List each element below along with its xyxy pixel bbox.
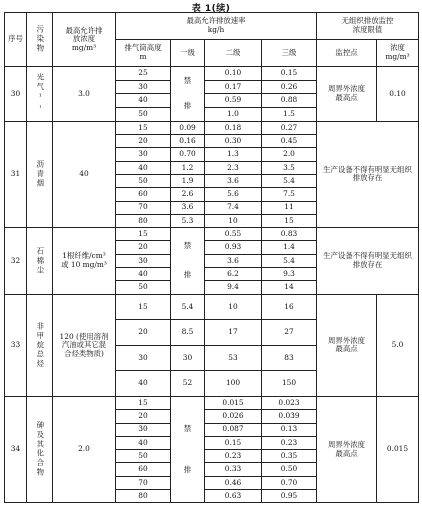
header-grade1: 一级 xyxy=(171,40,205,67)
header-stack-height: 排气筒高度 m xyxy=(116,40,171,67)
stack-height-cell: 40 xyxy=(116,371,171,397)
grade3-rate-cell: 0.50 xyxy=(262,463,317,476)
header-pollutant: 污染物 xyxy=(27,13,53,67)
grade1-rate-cell: 30 xyxy=(171,345,205,371)
stack-height-cell: 15 xyxy=(116,228,171,241)
grade1-rate-cell: 1.2 xyxy=(171,161,205,174)
grade2-rate-cell: 0.46 xyxy=(205,476,262,489)
stack-height-cell: 30 xyxy=(116,254,171,267)
header-monitor-point: 监控点 xyxy=(317,40,377,67)
grade2-rate-cell: 0.15 xyxy=(205,436,262,449)
stack-height-cell: 20 xyxy=(116,320,171,346)
stack-height-cell: 40 xyxy=(116,161,171,174)
forbid-char: 排 xyxy=(183,464,192,474)
stack-height-cell: 20 xyxy=(116,241,171,254)
stack-height-cell: 60 xyxy=(116,463,171,476)
grade3-rate-cell: 27 xyxy=(262,320,317,346)
max-concentration: 2.0 xyxy=(53,396,116,502)
pollutant-name: 非甲烷总烃 xyxy=(27,294,53,396)
grade3-rate-cell: 14 xyxy=(262,281,317,294)
grade2-rate-cell: 1.0 xyxy=(205,108,262,122)
grade2-rate-cell: 3.6 xyxy=(205,174,262,187)
grade1-rate-cell: 5.4 xyxy=(171,294,205,320)
stack-height-cell: 15 xyxy=(116,396,171,409)
grade3-rate-cell: 0.26 xyxy=(262,80,317,94)
grade3-rate-cell: 7.5 xyxy=(262,188,317,201)
table-row xyxy=(5,67,419,81)
grade2-rate-cell: 6.2 xyxy=(205,268,262,281)
table-row xyxy=(5,294,419,320)
stack-height-cell: 40 xyxy=(116,268,171,281)
emission-standards-table xyxy=(4,12,419,503)
grade1-rate-cell: 0.70 xyxy=(171,148,205,161)
grade2-rate-cell: 10 xyxy=(205,294,262,320)
forbid-char: 排 xyxy=(183,269,192,279)
stack-height-cell: 50 xyxy=(116,281,171,294)
forbidden-emission-cell xyxy=(171,396,205,502)
header-seq: 序号 xyxy=(5,13,27,67)
header-grade3: 三级 xyxy=(262,40,317,67)
grade3-rate-cell: 150 xyxy=(262,371,317,397)
grade3-rate-cell: 3.5 xyxy=(262,161,317,174)
grade3-rate-cell: 0.039 xyxy=(262,410,317,423)
monitor-point: 周界外浓度最高点 xyxy=(317,294,377,396)
grade2-rate-cell: 0.33 xyxy=(205,463,262,476)
grade3-rate-cell: 9.3 xyxy=(262,268,317,281)
monitor-point: 周界外浓度最高点 xyxy=(317,67,377,122)
stack-height-cell: 25 xyxy=(116,67,171,81)
grade1-rate-cell: 2.6 xyxy=(171,188,205,201)
grade3-rate-cell: 0.13 xyxy=(262,423,317,436)
grade3-rate-cell: 1.4 xyxy=(262,241,317,254)
grade3-rate-cell: 83 xyxy=(262,345,317,371)
grade2-rate-cell: 0.23 xyxy=(205,450,262,463)
header-unorganized: 无组织排放监控浓度限值 xyxy=(317,13,419,40)
row-number: 30 xyxy=(5,67,27,122)
header-grade2: 二级 xyxy=(205,40,262,67)
max-concentration: 3.0 xyxy=(53,67,116,122)
stack-height-cell: 50 xyxy=(116,450,171,463)
grade3-rate-cell: 0.23 xyxy=(262,436,317,449)
grade2-rate-cell: 100 xyxy=(205,371,262,397)
grade1-rate-cell: 0.16 xyxy=(171,135,205,148)
grade1-rate-cell: 1.9 xyxy=(171,174,205,187)
monitor-point: 周界外浓度最高点 xyxy=(317,396,377,502)
forbid-char: 禁 xyxy=(183,424,192,434)
grade1-rate-cell: 0.09 xyxy=(171,121,205,134)
grade2-rate-cell: 0.015 xyxy=(205,396,262,409)
grade2-rate-cell: 0.026 xyxy=(205,410,262,423)
header-max-rate: 最高允许排放速率 kg/h xyxy=(116,13,317,40)
grade2-rate-cell: 0.55 xyxy=(205,228,262,241)
grade3-rate-cell: 0.023 xyxy=(262,396,317,409)
table-row xyxy=(5,228,419,241)
row-number: 34 xyxy=(5,396,27,502)
concentration-limit: 0.10 xyxy=(377,67,419,122)
stack-height-cell: 30 xyxy=(116,423,171,436)
row-number: 32 xyxy=(5,228,27,294)
grade2-rate-cell: 9.4 xyxy=(205,281,262,294)
row-number: 31 xyxy=(5,121,27,227)
grade3-rate-cell: 2.0 xyxy=(262,148,317,161)
forbid-char: 排 xyxy=(183,100,192,110)
grade2-rate-cell: 0.087 xyxy=(205,423,262,436)
grade2-rate-cell: 0.63 xyxy=(205,490,262,503)
grade3-rate-cell: 5.4 xyxy=(262,254,317,267)
grade3-rate-cell: 15 xyxy=(262,214,317,227)
grade3-rate-cell: 5.4 xyxy=(262,174,317,187)
table-row xyxy=(5,121,419,134)
grade2-rate-cell: 0.18 xyxy=(205,121,262,134)
stack-height-cell: 20 xyxy=(116,410,171,423)
grade2-rate-cell: 53 xyxy=(205,345,262,371)
max-concentration: 40 xyxy=(53,121,116,227)
grade3-rate-cell: 1.5 xyxy=(262,108,317,122)
stack-height-cell: 15 xyxy=(116,294,171,320)
grade2-rate-cell: 0.30 xyxy=(205,135,262,148)
stack-height-cell: 60 xyxy=(116,188,171,201)
grade2-rate-cell: 0.93 xyxy=(205,241,262,254)
monitor-requirement: 生产设备不得有明显无组织排放存在 xyxy=(317,121,419,227)
grade2-rate-cell: 0.10 xyxy=(205,67,262,81)
grade2-rate-cell: 0.59 xyxy=(205,94,262,108)
grade3-rate-cell: 16 xyxy=(262,294,317,320)
forbidden-emission-cell xyxy=(171,228,205,294)
stack-height-cell: 70 xyxy=(116,476,171,489)
grade2-rate-cell: 3.6 xyxy=(205,254,262,267)
header-conc: 浓度 mg/m³ xyxy=(377,40,419,67)
forbid-char: 禁 xyxy=(183,241,192,251)
pollutant-name: 砷及其化合物 xyxy=(27,396,53,502)
grade1-rate-cell: 5.3 xyxy=(171,214,205,227)
stack-height-cell: 30 xyxy=(116,345,171,371)
grade3-rate-cell: 0.70 xyxy=(262,476,317,489)
grade2-rate-cell: 0.17 xyxy=(205,80,262,94)
stack-height-cell: 80 xyxy=(116,490,171,503)
grade3-rate-cell: 0.35 xyxy=(262,450,317,463)
row-number: 33 xyxy=(5,294,27,396)
grade3-rate-cell: 0.88 xyxy=(262,94,317,108)
stack-height-cell: 50 xyxy=(116,108,171,122)
header-max-conc: 最高允许排放浓度 mg/m³ xyxy=(53,13,116,67)
forbid-char: 禁 xyxy=(183,76,192,86)
max-concentration: 1根纤维/cm³ 或 10 mg/m³ xyxy=(53,228,116,294)
stack-height-cell: 50 xyxy=(116,174,171,187)
stack-height-cell: 40 xyxy=(116,94,171,108)
stack-height-cell: 20 xyxy=(116,135,171,148)
grade3-rate-cell: 0.15 xyxy=(262,67,317,81)
pollutant-name: 沥青烟 xyxy=(27,121,53,227)
grade2-rate-cell: 5.6 xyxy=(205,188,262,201)
grade2-rate-cell: 10 xyxy=(205,214,262,227)
concentration-limit: 5.0 xyxy=(377,294,419,396)
stack-height-cell: 70 xyxy=(116,201,171,214)
concentration-limit: 0.015 xyxy=(377,396,419,502)
grade2-rate-cell: 17 xyxy=(205,320,262,346)
stack-height-cell: 80 xyxy=(116,214,171,227)
stack-height-cell: 30 xyxy=(116,148,171,161)
forbidden-emission-cell xyxy=(171,67,205,122)
monitor-requirement: 生产设备不得有明显无组织排放存在 xyxy=(317,228,419,294)
table-caption: 表 1(续) xyxy=(191,4,231,14)
grade2-rate-cell: 2.3 xyxy=(205,161,262,174)
grade1-rate-cell: 8.5 xyxy=(171,320,205,346)
grade2-rate-cell: 1.3 xyxy=(205,148,262,161)
grade3-rate-cell: 0.45 xyxy=(262,135,317,148)
table-row xyxy=(5,396,419,409)
grade1-rate-cell: 3.6 xyxy=(171,201,205,214)
grade3-rate-cell: 11 xyxy=(262,201,317,214)
grade3-rate-cell: 0.83 xyxy=(262,228,317,241)
pollutant-name: 光气¹⁾ xyxy=(27,67,53,122)
pollutant-name: 石棉尘 xyxy=(27,228,53,294)
grade1-rate-cell: 52 xyxy=(171,371,205,397)
grade3-rate-cell: 0.95 xyxy=(262,490,317,503)
stack-height-cell: 30 xyxy=(116,80,171,94)
grade3-rate-cell: 0.27 xyxy=(262,121,317,134)
grade2-rate-cell: 7.4 xyxy=(205,201,262,214)
max-concentration: 120 (使用溶剂汽油或其它混合烃类物质) xyxy=(53,294,116,396)
stack-height-cell: 40 xyxy=(116,436,171,449)
stack-height-cell: 15 xyxy=(116,121,171,134)
